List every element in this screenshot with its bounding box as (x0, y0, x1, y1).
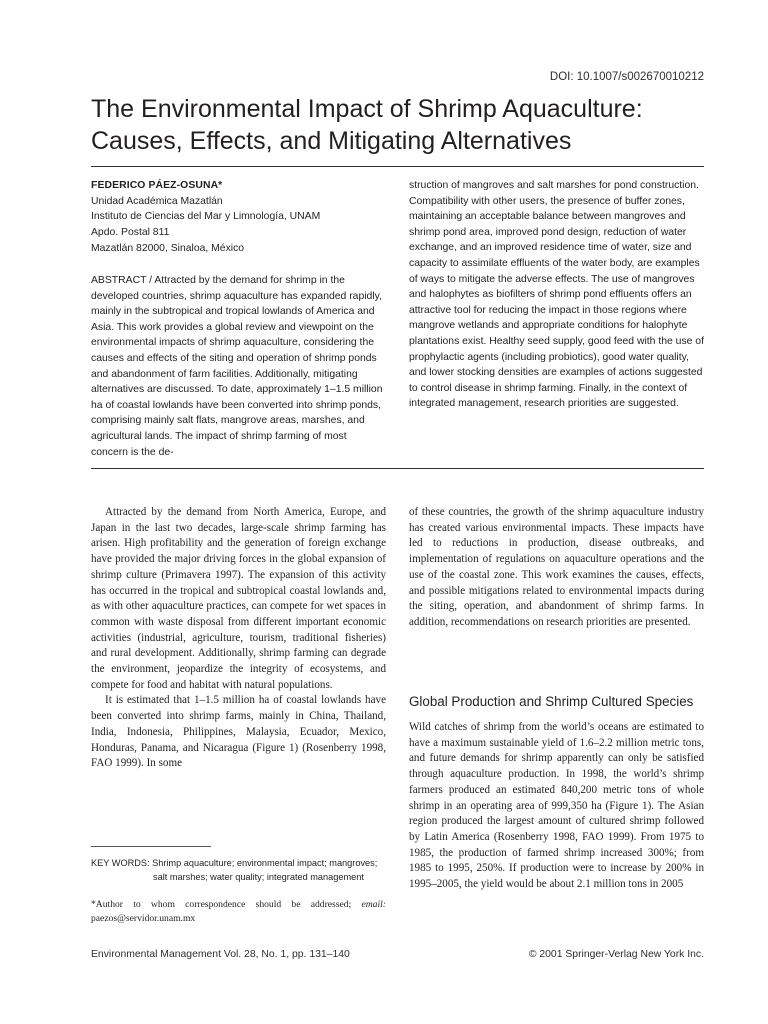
email-address[interactable]: paezos@servidor.unam.mx (91, 912, 196, 924)
affiliation-line: Instituto de Ciencias del Mar y Limnología, UNAM (91, 211, 321, 223)
body-paragraph: of these countries, the growth of the shrimp aquaculture industry has created various environmental impacts. These impacts have led to reductions in production, disease outbreaks, and implementation of regulations on aquaculture operations and the use of the coastal zone. This work examines the causes, effects, and possible mitigations related to environmental impacts during the siting, operation, and abandonment of shrimp farms. In addition, recommendations on research priorities are presented. (409, 506, 704, 628)
abstract-part-2: struction of mangroves and salt marshes for pond construction. Compatibility with other users, the presence of buffer zones, maintaining an acceptable balance between mangroves and shrimp pond area, improved pond design, reduction of water exchange, and an improved residence time of water, size and capacity to assimilate effluents of the water body, are examples of ways to mitigate the adverse effects. The use of mangroves and halophytes as biofilters of shrimp pond effluents offers an attractive tool for reducing the impact in those regions where mangrove wetlands and appropriate conditions for halophyte plantations exist. Healthy seed supply, good feed with the use of prophylactic agents (including probiotics), good water quality, and lower stocking densities are examples of actions suggested to control disease in shrimp farming. Finally, in the context of integrated management, research priorities are suggested. (409, 180, 704, 410)
copyright-notice: © 2001 Springer-Verlag New York Inc. (528, 949, 704, 960)
author-block (91, 178, 391, 257)
author-name: FEDERICO PÁEZ-OSUNA* (91, 180, 223, 191)
affiliation-line: Apdo. Postal 811 (91, 227, 170, 239)
keywords (91, 856, 391, 884)
footnote-divider (91, 846, 211, 847)
article-title (91, 93, 731, 157)
abstract-part-1: ABSTRACT / Attracted by the demand for shrimp in the developed countries, shrimp aquaculture has expanded rapidly, mainly in the subtropical and tropical lowlands of America and Asia. This work provides a global review and viewpoint on the environmental impacts of shrimp aquaculture, considering the causes and effects of the siting and operation of shrimp ponds and abandonment of farm facilities. Additionally, mitigating alternatives are discussed. To date, approximately 1–1.5 million ha of coastal lowlands have been converted into shrimp ponds, comprising mainly salt flats, mangrove areas, marshes, and agricultural lands. The impact of shrimp farming of most concern is the de- (91, 275, 383, 458)
title-divider (91, 166, 704, 167)
correspondence-text: *Author to whom correspondence should be addressed; (91, 899, 352, 910)
affiliation-line: Mazatlán 82000, Sinaloa, México (91, 242, 245, 254)
title-line-2: Causes, Effects, and Mitigating Alternatives (91, 127, 572, 155)
email-label: email: (361, 899, 386, 910)
title-line-1: The Environmental Impact of Shrimp Aquaculture: (91, 95, 643, 123)
affiliation-line: Unidad Académica Mazatlán (91, 195, 223, 207)
abstract-divider (91, 468, 704, 469)
body-paragraph: Attracted by the demand from North America, Europe, and Japan in the last two decades, large-scale shrimp farming has arisen. High profitability and the generation of foreign exchange have provided the major driving forces in the global expansion of shrimp culture (Primavera 1997). The expansion of this activity has occurred in the tropical and subtropical coastal lowlands and, as with other aquaculture practices, can compete for wet spaces in common with waste disposal from different important economic activities (industrial, agriculture, tourism, traditional fisheries) and rural development. Additionally, shrimp farming can degrade the environment, jeopardize the integrity of ecosystems, and compete for food and habitat with natural populations. (91, 506, 386, 691)
body-paragraph: Wild catches of shrimp from the world’s oceans are estimated to have a maximum sustainable yield of 1.6–2.2 million metric tons, and future demands for shrimp apparently can only be satisfied through aquaculture production. In 1998, the world’s shrimp farmers produced an estimated 840,200 metric tons of whole shrimp in an operating area of 999,350 ha (Figure 1). The Asian region produced the largest amount of cultured shrimp followed by Latin America (Rosenberry 1998, FAO 1999). From 1975 to 1985, the production of farmed shrimp increased 300%; from 1985 to 1995, 250%. If production were to increase by 200% in 1995–2005, the yield would be about 2.1 million tons in 2005 (409, 721, 704, 891)
body-column-left (91, 505, 386, 772)
journal-citation: Environmental Management Vol. 28, No. 1, pp. 131–140 (91, 949, 350, 960)
keywords-line: KEY WORDS: Shrimp aquaculture; environmental impact; mangroves; (91, 858, 378, 868)
body-paragraph: It is estimated that 1–1.5 million ha of coastal lowlands have been converted into shrimp farms, mainly in China, Thailand, India, Indonesia, Philippines, Malaysia, Ecuador, Mexico, Honduras, Panama, and Nicaragua (Figure 1) (Rosenberry 1998, FAO 1999). In some (91, 694, 386, 770)
correspondence-note (91, 898, 386, 925)
doi-label: DOI: 10.1007/s002670010212 (549, 71, 704, 83)
keywords-line: salt marshes; water quality; integrated management (153, 872, 364, 882)
section-heading: Global Production and Shrimp Cultured Species (409, 694, 694, 709)
